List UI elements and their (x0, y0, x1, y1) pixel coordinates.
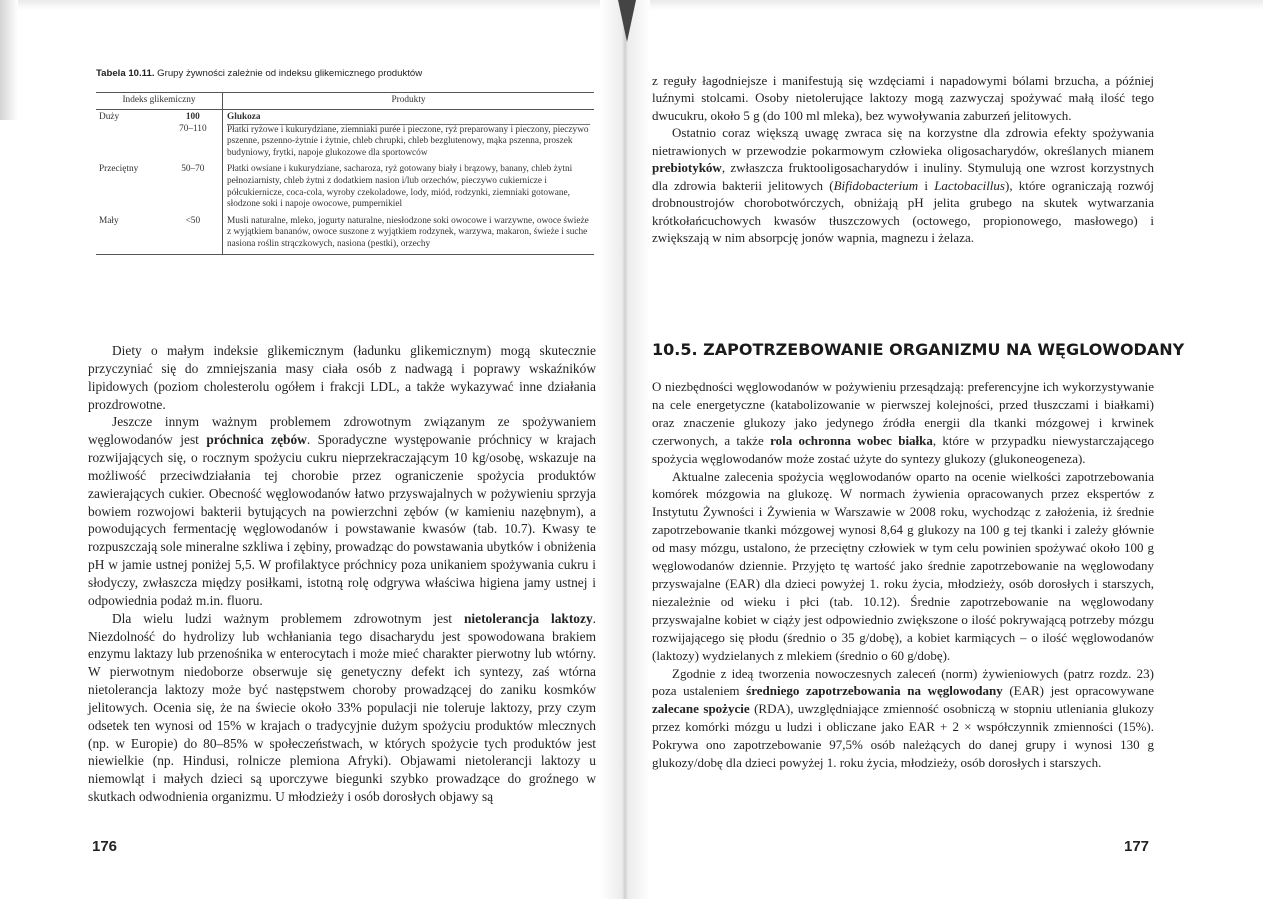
table-cell-products (223, 110, 595, 163)
term-italic: Bifidobacterium (833, 177, 919, 193)
text-run: Ostatnio coraz większą uwagę zwraca się na korzystne dla zdrowia efekty spożywania nietrawionych w przewodzie pokarmowym człowieka oligosacharydów, określanych mianem (652, 125, 1154, 158)
term-bold: rola ochronna wobec białka (770, 432, 933, 448)
table-cell-value: <50 (164, 214, 223, 254)
text-run: i (918, 177, 935, 193)
table-cell-products: Musli naturalne, mleko, jogurty naturalne, niesłodzone soki owocowe i warzywne, owoce świeże z wyjątkiem bananów, owoce suszone z wyjątkiem rodzynek, warzywa, makaron, świeże i suche nasiona roślin strączkowych, nasiona (pestki), orzechy (223, 214, 595, 254)
term-italic: Lactobacillus (934, 177, 1005, 193)
paragraph: Aktualne zalecenia spożycia węglowodanów oparto na ocenie wielkości zapotrzebowania komórek mózgowia na glukozę. W normach żywienia opracowanych przez ekspertów z Instytutu Żywności i Żywienia w Warszawie w 2008 roku, wychodząc z założenia, iż średnie zapotrzebowanie tkanki mózgowej wynosi 8,64 g glukozy na 100 g tej tkanki i zależy głównie od masy mózgu, ustalono, że przeciętny człowiek w tym celu powinien spożywać około 100 g węglowodanów dziennie. Przyjęto tę wartość jako średnie zapotrzebowanie na węglowodany przyswajalne (EAR) dla dzieci powyżej 1. roku życia, młodzieży, osób dorosłych i starszych, niezależnie od wieku i płci (tab. 10.12). Średnie zapotrzebowanie na węglowodany przyswajalne kobiet w ciąży jest odpowiednio zwiększone o ilość pokrywającą potrzeby mózgu rozwijającego się płodu (średnio o 35 g/dobę), a kobiet karmiących – o ilość węglowodanów (laktozy) wydzielanych z mlekiem (średnio o 60 g/dobę). (652, 468, 1154, 663)
text-run: Jeszcze innym ważnym problemem zdrowotnym związanym ze spożywaniem węglowodanów jest (88, 414, 596, 448)
book-gutter (600, 0, 650, 899)
table-row-high (96, 110, 594, 163)
paragraph (652, 665, 1154, 772)
table-cell-category: Mały (96, 214, 164, 254)
left-page (88, 0, 600, 899)
text-run: Dla wielu ludzi ważnym problemem zdrowotnym jest (112, 610, 464, 626)
text-run: ), które ograniczają rozwój drobnoustrojów chorobotwórczych, obniżają pH jelita grubego na skutek wytwarzania krótkołańcuchowych kwasów tłuszczowych (octowego, propionowego, masłowego) i zwiększają w nim absorpcję jonów wapnia, magnezu i żelaza. (652, 177, 1154, 246)
term-bold: zalecane spożycie (652, 701, 750, 717)
text-run: . Sporadyczne występowanie próchnicy w krajach rozwijających się, o rocznym spożyciu cukru nieprzekraczającym 10 kg/osobę, wskazuje na możliwość przeciwdziałania tej chorobie przez ograniczenie spożycia produktów zawierających cukier. Obecność węglowodanów łatwo przyswajalnych w pożywieniu sprzyja bowiem rozwojowi bakterii bytujących na powierzchni zębów (w kamieniu nazębnym), a powodujących fermentację węglowodanów i powstawanie kwasów (tab. 10.7). Kwasy te rozpuszczają sole mineralne szkliwa i zębiny, prowadząc do powstawania ubytków i obniżenia pH w jamie ustnej poniżej 5,5. W profilaktyce próchnicy poza unikaniem spożywania cukru i słodyczy, zwłaszcza między posiłkami, istotną rolę odgrywa właściwa higiena jamy ustnej i odpowiednia podaż m.in. fluoru. (88, 432, 596, 608)
table-cell-category: Duży (99, 112, 120, 122)
table-cell-products-text: Płatki ryżowe i kukurydziane, ziemniaki purée i pieczone, ryż preparowany i pieczony, pieczywo pszenne, pszenno-żytnie i żytnie, chleb chrupki, chleb bezglutenowy, mąka pszenna, proszek budyniowy, frytki, napoje glukozowe dla sportowców (227, 124, 589, 158)
table-cell-value-primary: 100 (185, 112, 200, 122)
paragraph (652, 124, 1154, 246)
table-header-row (96, 93, 594, 110)
table-caption-text: Grupy żywności zależnie od indeksu glikemicznego produktów (157, 68, 423, 79)
term-bold: prebiotyków (652, 160, 722, 176)
text-run: O niezbędności węglowodanów w pożywieniu przesądzają: preferencyjne ich wykorzystywanie na cele energetyczne (katabolizowanie w pierwszej kolejności, przed tłuszczami i białkami) oraz znaczenie glukozy jako jedynego źródła energii dla tkanki mózgowej i krwinek czerwonych, a także (652, 379, 1154, 448)
table-cell-value-secondary: 70–110 (179, 123, 207, 134)
table-cell-products: Płatki owsiane i kukurydziane, sacharoza, ryż gotowany biały i brązowy, banany, chleb żytni pełnoziarnisty, chleb żytni z dodatkiem nasion i/lub orzechów, pieczywo cukiernicze i półcukiernicze, coca-cola, wyroby czekoladowe, lody, miód, rodzynki, ziemniaki gotowane, słodzone soki i napoje owocowe, pumpernikiel (227, 164, 573, 210)
right-page (652, 0, 1185, 899)
term-bold: próchnica zębów (206, 432, 307, 448)
page-number: 176 (92, 838, 118, 855)
text-run: (RDA), uwzględniające zmienność osobniczą w stopniu utleniania glukozy przez komórki mózgu u ludzi i obliczane jako EAR + 2 × współczynnik zmienności (15%). Pokrywa ono zapotrzebowanie 97,5% osób należących do danej grupy i wynosi 130 g glukozy/dobę dla dzieci powyżej 1. roku życia, młodzieży, osób dorosłych i starszych. (652, 701, 1154, 771)
table-row-medium (96, 162, 594, 213)
term-bold: średniego zapotrzebowania na węglowodany (746, 683, 1003, 699)
glycemic-index-table (96, 92, 594, 255)
text-run: . Niezdolność do hydrolizy lub wchłaniania tego disacharydu jest spowodowana brakiem enzymu laktazy lub przenośnika w enterocytach i może mieć charakter pierwotny lub wtórny. W pierwotnym niedoborze obserwuje się genetyczny defekt ich syntezy, zaś wtórna nietolerancja laktozy może być następstwem choroby prowadzącej do zaniku kosmków jelitowych. Ocenia się, że na świecie około 33% populacji nie toleruje laktozy, przy czym odsetek ten wynosi od 15% w krajach o tradycyjnie dużym spożyciu produktów mlecznych (np. w Europie) do 80–85% w społeczeństwach, w których spożycie tych produktów jest niewielkie (np. Hindusi, rolnicze plemiona Afryki). Objawami nietolerancji laktozy u niemowląt i małych dzieci są uporczywe biegunki szybko prowadzące do groźnego w skutkach odwodnienia organizmu. U młodzieży i osób dorosłych objawy są (88, 610, 597, 805)
text-run: , zwłaszcza fruktooligosacharydów i inuliny. Stymulują one wzrost korzystnych dla zdrowia bakterii jelitowych ( (652, 160, 1154, 193)
table-caption (96, 68, 422, 79)
scan-left-edge-shadow (0, 0, 18, 120)
text-run: Zgodnie z ideą tworzenia nowoczesnych zaleceń (norm) żywieniowych (patrz rozdz. 23) poza ustaleniem (652, 665, 1154, 699)
table-header-index: Indeks glikemiczny (96, 93, 223, 110)
table-cell-value (164, 110, 223, 163)
page-number: 177 (1124, 838, 1150, 855)
table-label: Tabela 10.11. (96, 68, 155, 79)
left-page-body (88, 342, 596, 806)
table-cell-value: 50–70 (164, 162, 223, 213)
paragraph (88, 610, 596, 806)
term-bold: nietolerancja laktozy (463, 610, 593, 626)
right-page-top-body (652, 72, 1154, 247)
paragraph (652, 378, 1154, 468)
table-header-products: Produkty (223, 93, 595, 110)
paragraph: z reguły łagodniejsze i manifestują się wzdęciami i napadowymi bólami brzucha, a później luźnymi stolcami. Osoby nietolerujące laktozy mogą zazwyczaj spożywać małą ilość tego dwucukru, około 5 g (do 100 ml mleka), bez wywoływania zaburzeń jelitowych. (652, 73, 1154, 123)
gutter-spine-mark (618, 0, 636, 42)
table-row-low (96, 214, 594, 254)
paragraph (88, 413, 596, 609)
paragraph: Diety o małym indeksie glikemicznym (ładunku glikemicznym) mogą skutecznie przyczyniać się do zmniejszania masy ciała osób z nadwagą i poprawy wskaźników lipidowych (poziom cholesterolu ogółem i frakcji LDL, a także wykazywać inne działania prozdrowotne. (88, 343, 596, 412)
table-cell-category: Przeciętny (99, 164, 139, 175)
text-run: , które w przypadku niewystarczającego spożycia węglowodanów może zostać użyte do syntezy glukozy (glukoneogeneza). (652, 432, 1155, 466)
section-heading: 10.5. ZAPOTRZEBOWANIE ORGANIZMU NA WĘGLOWODANY (652, 340, 1185, 359)
table-cell-products-head: Glukoza (227, 112, 590, 125)
text-run: (EAR) jest opracowywane (1002, 683, 1155, 699)
right-page-body (652, 378, 1154, 772)
